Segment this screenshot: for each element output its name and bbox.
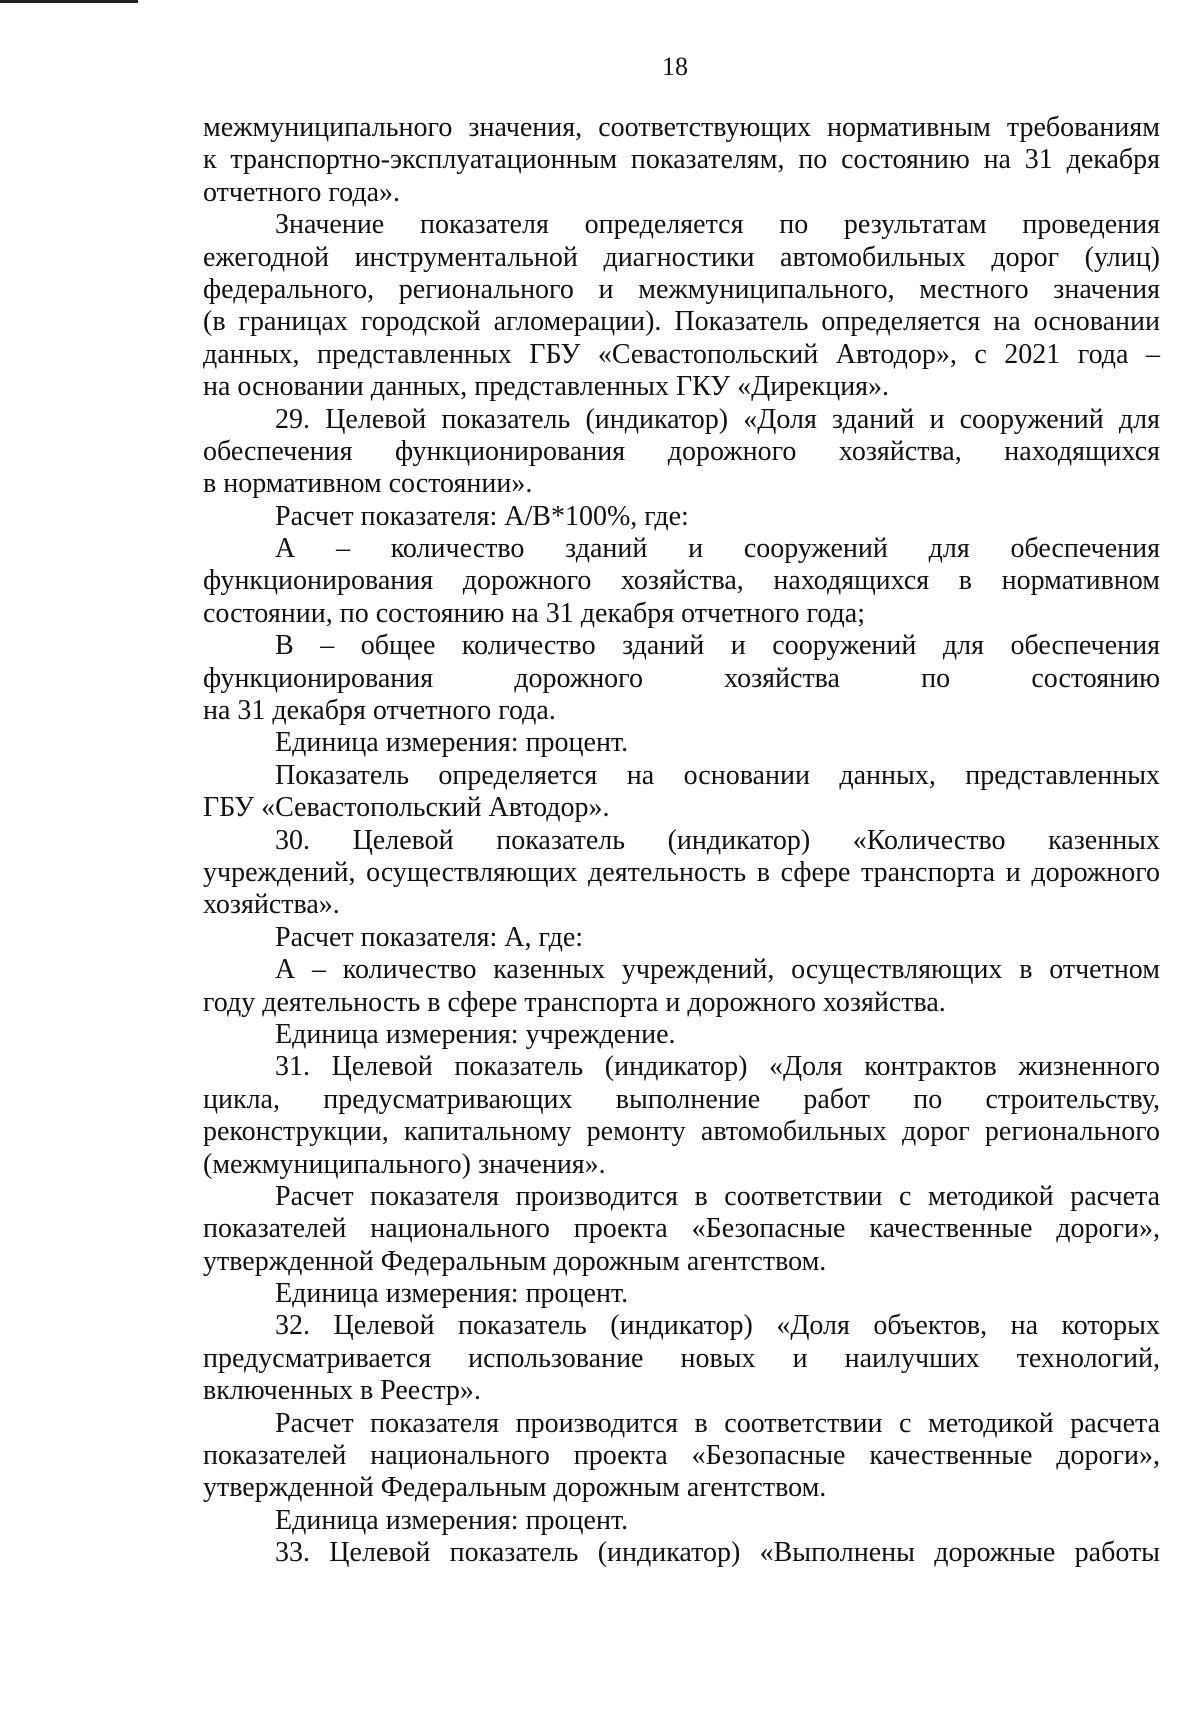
text-line: 33. Целевой показатель (индикатор) «Выполнены дорожные работы bbox=[275, 1537, 1160, 1569]
text-line: Единица измерения: учреждение. bbox=[275, 1018, 676, 1050]
text-line: на 31 декабря отчетного года. bbox=[203, 695, 556, 727]
text-line: Единица измерения: процент. bbox=[275, 1504, 629, 1536]
text-line: утвержденной Федеральным дорожным агентством. bbox=[203, 1245, 827, 1277]
text-line: цикла, предусматривающих выполнение работ по строительству, bbox=[203, 1083, 1160, 1115]
text-line: Единица измерения: процент. bbox=[275, 727, 629, 759]
text-line: А – количество казенных учреждений, осуществляющих в отчетном bbox=[275, 954, 1160, 986]
text-line: (в границах городской агломерации). Показатель определяется на основании bbox=[203, 306, 1160, 338]
text-line: Расчет показателя производится в соответствии с методикой расчета bbox=[275, 1407, 1160, 1439]
text-line: обеспечения функционирования дорожного хозяйства, находящихся bbox=[203, 435, 1160, 467]
page-number: 18 bbox=[662, 52, 688, 81]
text-line: Показатель определяется на основании данных, представленных bbox=[275, 759, 1160, 791]
text-line: году деятельность в сфере транспорта и дорожного хозяйства. bbox=[203, 986, 946, 1018]
text-line: В – общее количество зданий и сооружений для обеспечения bbox=[275, 630, 1160, 662]
text-line: 31. Целевой показатель (индикатор) «Доля контрактов жизненного bbox=[275, 1051, 1160, 1083]
text-line: показателей национального проекта «Безопасные качественные дороги», bbox=[203, 1213, 1160, 1245]
text-line: на основании данных, представленных ГКУ «Дирекция». bbox=[203, 371, 890, 403]
text-line: учреждений, осуществляющих деятельность в сфере транспорта и дорожного bbox=[203, 856, 1160, 888]
text-line: в нормативном состоянии». bbox=[203, 468, 533, 500]
text-line: 29. Целевой показатель (индикатор) «Доля зданий и сооружений для bbox=[275, 403, 1160, 435]
text-line: межмуниципального значения, соответствующих нормативным требованиям bbox=[203, 112, 1160, 143]
text-line: федерального, регионального и межмуниципального, местного значения bbox=[203, 273, 1160, 305]
text-line: 32. Целевой показатель (индикатор) «Доля объектов, на которых bbox=[275, 1310, 1160, 1342]
text-line: функционирования дорожного хозяйства по состоянию bbox=[203, 662, 1160, 694]
document-body bbox=[203, 112, 1160, 1570]
text-line: состоянии, по состоянию на 31 декабря отчетного года; bbox=[203, 597, 865, 629]
text-line: включенных в Реестр». bbox=[203, 1375, 481, 1407]
text-line: данных, представленных ГБУ «Севастопольский Автодор», с 2021 года – bbox=[203, 338, 1160, 370]
text-line: ГБУ «Севастопольский Автодор». bbox=[203, 792, 610, 824]
text-line: Значение показателя определяется по результатам проведения bbox=[275, 209, 1160, 241]
text-line: (межмуниципального) значения». bbox=[203, 1148, 606, 1180]
text-line: Расчет показателя: А/В*100%, где: bbox=[275, 500, 689, 532]
text-line: А – количество зданий и сооружений для обеспечения bbox=[275, 533, 1160, 565]
text-line: ежегодной инструментальной диагностики автомобильных дорог (улиц) bbox=[203, 241, 1160, 273]
text-line: 30. Целевой показатель (индикатор) «Количество казенных bbox=[275, 824, 1160, 856]
text-line: Расчет показателя производится в соответствии с методикой расчета bbox=[275, 1180, 1160, 1212]
scan-edge-mark bbox=[0, 0, 138, 3]
text-line: отчетного года». bbox=[203, 176, 401, 208]
text-line: Единица измерения: процент. bbox=[275, 1278, 629, 1310]
text-line: предусматривается использование новых и наилучших технологий, bbox=[203, 1342, 1160, 1374]
text-line: Расчет показателя: А, где: bbox=[275, 921, 584, 953]
text-line: хозяйства». bbox=[203, 889, 340, 921]
text-line: реконструкции, капитальному ремонту автомобильных дорог регионального bbox=[203, 1116, 1160, 1148]
text-line: утвержденной Федеральным дорожным агентством. bbox=[203, 1472, 827, 1504]
text-line: функционирования дорожного хозяйства, находящихся в нормативном bbox=[203, 565, 1160, 597]
text-line: к транспортно-эксплуатационным показателям, по состоянию на 31 декабря bbox=[203, 144, 1160, 176]
text-line: показателей национального проекта «Безопасные качественные дороги», bbox=[203, 1440, 1160, 1472]
